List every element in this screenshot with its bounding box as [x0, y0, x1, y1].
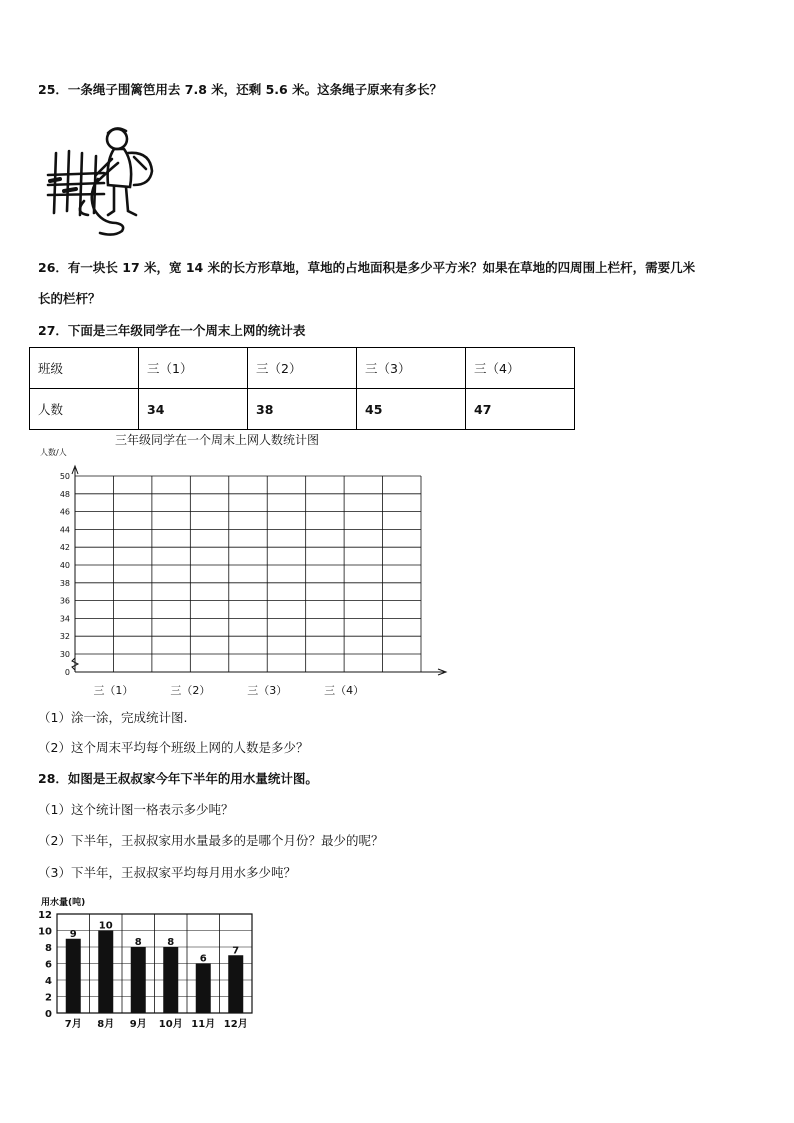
- water-usage-chart: [0, 893, 794, 1033]
- chart2-grid: [57, 914, 252, 1013]
- table-row: [30, 389, 575, 430]
- chart2-ytick-label: 2: [45, 992, 52, 1004]
- chart2-category-label: 11月: [191, 1019, 216, 1030]
- chart1-category-label: 三（2）: [170, 684, 211, 697]
- chart2-data-label: 6: [199, 953, 207, 965]
- online-count-chart: [0, 430, 794, 705]
- table-cell: 人数: [30, 389, 139, 430]
- chart1-ytick-label: 0: [64, 668, 70, 677]
- chart2-category-label: 8月: [97, 1019, 115, 1030]
- chart2-bar: [163, 947, 178, 1013]
- chart1-category-label: 三（3）: [247, 684, 288, 697]
- table-cell: 45: [357, 389, 466, 430]
- q27-text: 27．下面是三年级同学在一个周末上网的统计表: [38, 323, 306, 338]
- chart2-category-label: 7月: [64, 1019, 82, 1030]
- table-cell: 34: [139, 389, 248, 430]
- table-cell: 47: [466, 389, 575, 430]
- table-cell: 三（1）: [139, 348, 248, 389]
- chart2-data-label: 8: [134, 937, 142, 948]
- chart1-ytick-label: 42: [59, 543, 70, 553]
- chart1-ytick-label: 36: [59, 596, 70, 606]
- q27-sub2: （2）这个周末平均每个班级上网的人数是多少？: [38, 740, 309, 755]
- chart2-data-label: 7: [232, 945, 240, 957]
- chart1-ytick-label: 32: [59, 632, 70, 642]
- q28-sub3: （3）下半年，王叔叔家平均每月用水多少吨？: [38, 865, 296, 880]
- chart1-title: 三年级同学在一个周末上网人数统计图: [115, 433, 320, 447]
- chart1-category-label: 三（1）: [93, 684, 134, 697]
- chart2-category-label: 12月: [223, 1019, 248, 1030]
- chart2-bar: [131, 947, 146, 1013]
- chart2-ytick-label: 8: [45, 943, 52, 954]
- chart1-ytick-label: 30: [59, 650, 70, 659]
- chart2-ylabel: 用水量(吨): [41, 898, 86, 908]
- chart2-bar: [228, 955, 243, 1013]
- chart1-grid: [75, 476, 421, 672]
- chart2-bar: [98, 931, 113, 1014]
- chart2-ytick-label: 4: [45, 976, 52, 987]
- chart1-ytick-label: 50: [59, 472, 70, 481]
- chart2-category-label: 10月: [158, 1019, 183, 1030]
- chart2-xticks: [65, 1017, 248, 1030]
- q28-sub1: （1）这个统计图一格表示多少吨？: [38, 802, 234, 817]
- table-cell: 三（3）: [357, 348, 466, 389]
- chart2-ytick-label: 10: [38, 926, 52, 938]
- chart2-bar: [196, 964, 211, 1014]
- chart2-ytick-label: 6: [45, 959, 52, 971]
- table-cell: 三（4）: [466, 348, 575, 389]
- chart1-ytick-label: 38: [59, 578, 70, 588]
- chart1-ytick-label: 40: [59, 561, 70, 570]
- q28-sub2: （2）下半年，王叔叔家用水量最多的是哪个月份？最少的呢？: [38, 833, 384, 848]
- chart2-ytick-label: 0: [45, 1009, 52, 1020]
- chart1-ytick-label: 44: [59, 525, 70, 535]
- chart1-ytick-label: 46: [59, 507, 70, 517]
- table-cell: 三（2）: [248, 348, 357, 389]
- chart2-yticks: [38, 910, 52, 1020]
- chart1-category-label: 三（4）: [324, 684, 365, 697]
- q26-line1: 26．有一块长 17 米，宽 14 米的长方形草地，草地的占地面积是多少平方米？如果在草地的四周围上栏杆，需要几米: [38, 260, 696, 275]
- table-cell: 38: [248, 389, 357, 430]
- table-cell: 班级: [30, 348, 139, 389]
- q27-sub1: （1）涂一涂，完成统计图.: [38, 710, 188, 725]
- chart2-data-label: 8: [167, 937, 175, 948]
- stats-table: [29, 347, 575, 430]
- chart2-data-label: 10: [98, 920, 113, 932]
- boy-tying-fence-icon: [44, 123, 164, 238]
- chart2-ytick-label: 12: [38, 910, 52, 921]
- q26-line2: 长的栏杆？: [38, 291, 101, 306]
- chart1-ytick-label: 34: [59, 614, 70, 624]
- table-row: [30, 348, 575, 389]
- chart1-ylabel: 人数/人: [40, 448, 67, 457]
- chart1-yticks: [60, 472, 70, 677]
- chart2-data-label: 9: [69, 928, 77, 940]
- q25-text: 25．一条绳子围篱笆用去 7.8 米，还剩 5.6 米。这条绳子原来有多长？: [38, 82, 443, 97]
- chart2-bar: [66, 939, 81, 1013]
- chart1-ytick-label: 48: [59, 489, 70, 499]
- q28-text: 28．如图是王叔叔家今年下半年的用水量统计图。: [38, 771, 318, 786]
- chart1-xticks: [93, 684, 364, 697]
- chart2-category-label: 9月: [129, 1019, 147, 1030]
